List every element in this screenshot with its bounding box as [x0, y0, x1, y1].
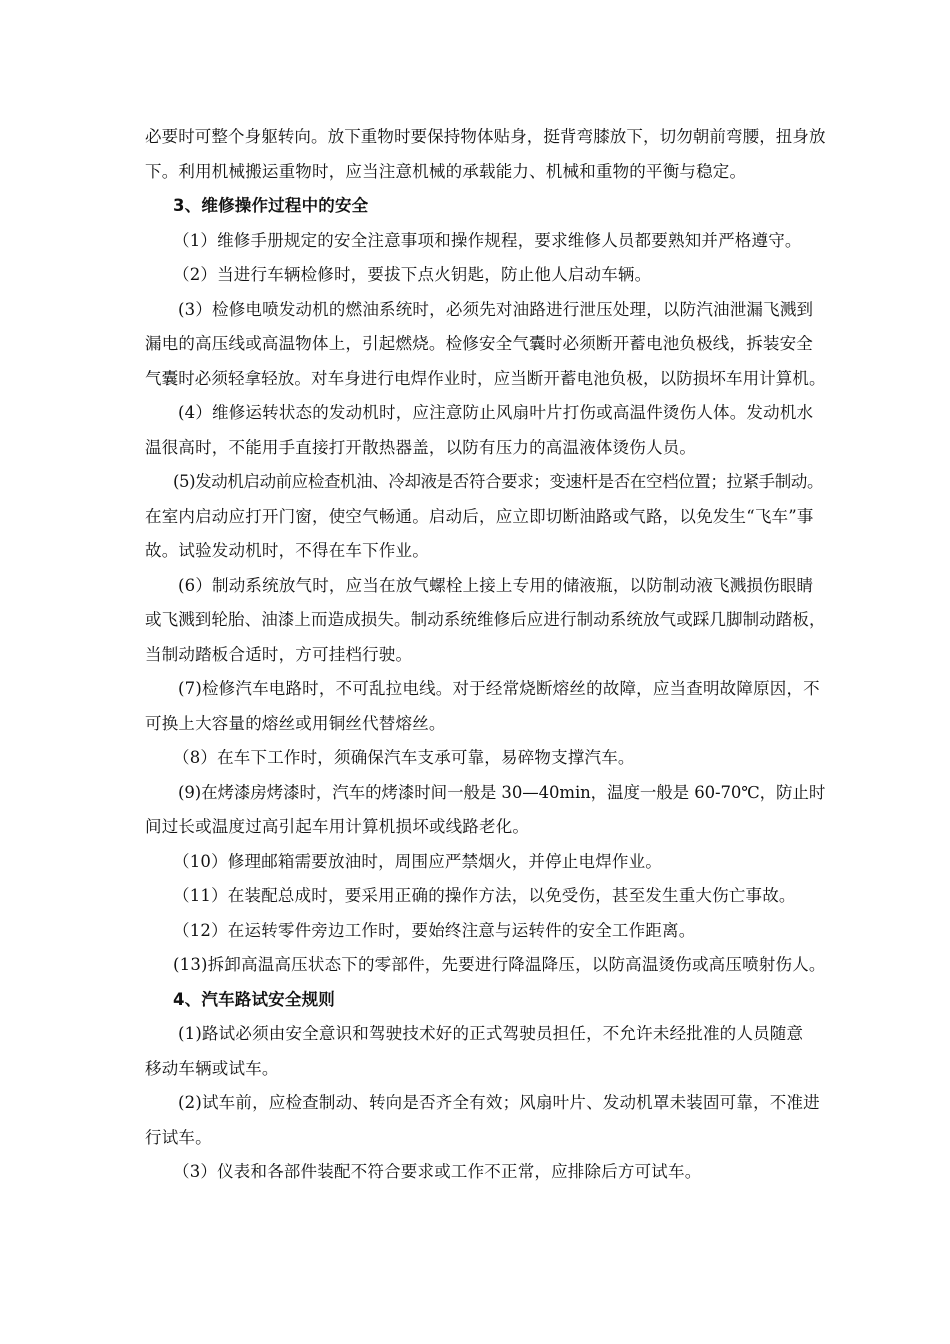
paragraph-line: 可换上大容量的熔丝或用铜丝代替熔丝。	[145, 713, 446, 733]
section-heading: 3、维修操作过程中的安全	[173, 196, 369, 215]
paragraph-line: (4）维修运转状态的发动机时，应注意防止风扇叶片打伤或高温件烫伤人体。发动机水	[178, 403, 814, 422]
paragraph-line: （8）在车下工作时，须确保汽车支承可靠，易碎物支撑汽车。	[173, 748, 635, 767]
section-heading: 4、汽车路试安全规则	[173, 989, 335, 1009]
paragraph-line: 间过长或温度过高引起车用计算机损坏或线路老化。	[145, 817, 530, 836]
paragraph-line: (7)检修汽车电路时，不可乱拉电线。对于经常烧断熔丝的故障，应当查明故障原因，不	[178, 679, 820, 698]
paragraph-line: (13)拆卸高温高压状态下的零部件，先要进行降温降压，以防高温烫伤或高压喷射伤人。	[173, 955, 826, 974]
paragraph-line: 当制动踏板合适时，方可挂档行驶。	[145, 644, 413, 664]
paragraph-line: 故。试验发动机时，不得在车下作业。	[145, 541, 429, 560]
paragraph-line: （1）维修手册规定的安全注意事项和操作规程，要求维修人员都要熟知并严格遵守。	[173, 230, 802, 250]
paragraph-line: 必要时可整个身躯转向。放下重物时要保持物体贴身，挺背弯膝放下，切勿朝前弯腰，扭身放	[145, 127, 826, 146]
paragraph-line: (5)发动机启动前应检查机油、冷却液是否符合要求；变速杆是否在空档位置；拉紧手制动。	[173, 472, 824, 491]
paragraph-line: （12）在运转零件旁边工作时，要始终注意与运转件的安全工作距离。	[173, 920, 696, 940]
paragraph-line: (2)试车前，应检查制动、转向是否齐全有效；风扇叶片、发动机罩未装固可靠，不准进	[178, 1093, 820, 1112]
paragraph-line: 气囊时必须轻拿轻放。对车身进行电焊作业时，应当断开蓄电池负极，以防损坏车用计算机。	[145, 368, 826, 388]
document-page	[145, 120, 825, 1190]
paragraph-line: （10）修理邮箱需要放油时，周围应严禁烟火，并停止电焊作业。	[173, 851, 662, 871]
paragraph-line: (6）制动系统放气时，应当在放气螺栓上接上专用的储液瓶，以防制动液飞溅损伤眼睛	[178, 575, 814, 595]
paragraph-line: 温很高时，不能用手直接打开散热器盖，以防有压力的高温液体烫伤人员。	[145, 437, 697, 457]
paragraph-line: (1)路试必须由安全意识和驾驶技术好的正式驾驶员担任，不允许未经批准的人员随意	[178, 1024, 804, 1043]
paragraph-line: 移动车辆或试车。	[145, 1058, 279, 1078]
paragraph-line: 行试车。	[145, 1127, 212, 1147]
paragraph-line: （3）仪表和各部件装配不符合要求或工作不正常，应排除后方可试车。	[173, 1162, 702, 1181]
paragraph-line: （2）当进行车辆检修时，要拔下点火钥匙，防止他人启动车辆。	[173, 265, 652, 284]
paragraph-line: 或飞溅到轮胎、油漆上而造成损失。制动系统维修后应进行制动系统放气或踩几脚制动踏板，	[145, 610, 826, 629]
paragraph-line: 下。利用机械搬运重物时，应当注意机械的承载能力、机械和重物的平衡与稳定。	[145, 161, 747, 181]
paragraph-line: （11）在装配总成时，要采用正确的操作方法，以免受伤，甚至发生重大伤亡事故。	[173, 886, 796, 905]
paragraph-line: (9)在烤漆房烤漆时，汽车的烤漆时间一般是 30—40min，温度一般是 60-70℃，防止时	[178, 782, 826, 802]
paragraph-line: 在室内启动应打开门窗，使空气畅通。启动后，应立即切断油路或气路，以免发生“飞车”事	[145, 506, 814, 526]
paragraph-line: 漏电的高压线或高温物体上，引起燃烧。检修安全气囊时必须断开蓄电池负极线，拆装安全	[145, 334, 813, 353]
paragraph-line: (3）检修电喷发动机的燃油系统时，必须先对油路进行泄压处理，以防汽油泄漏飞溅到	[178, 299, 814, 319]
